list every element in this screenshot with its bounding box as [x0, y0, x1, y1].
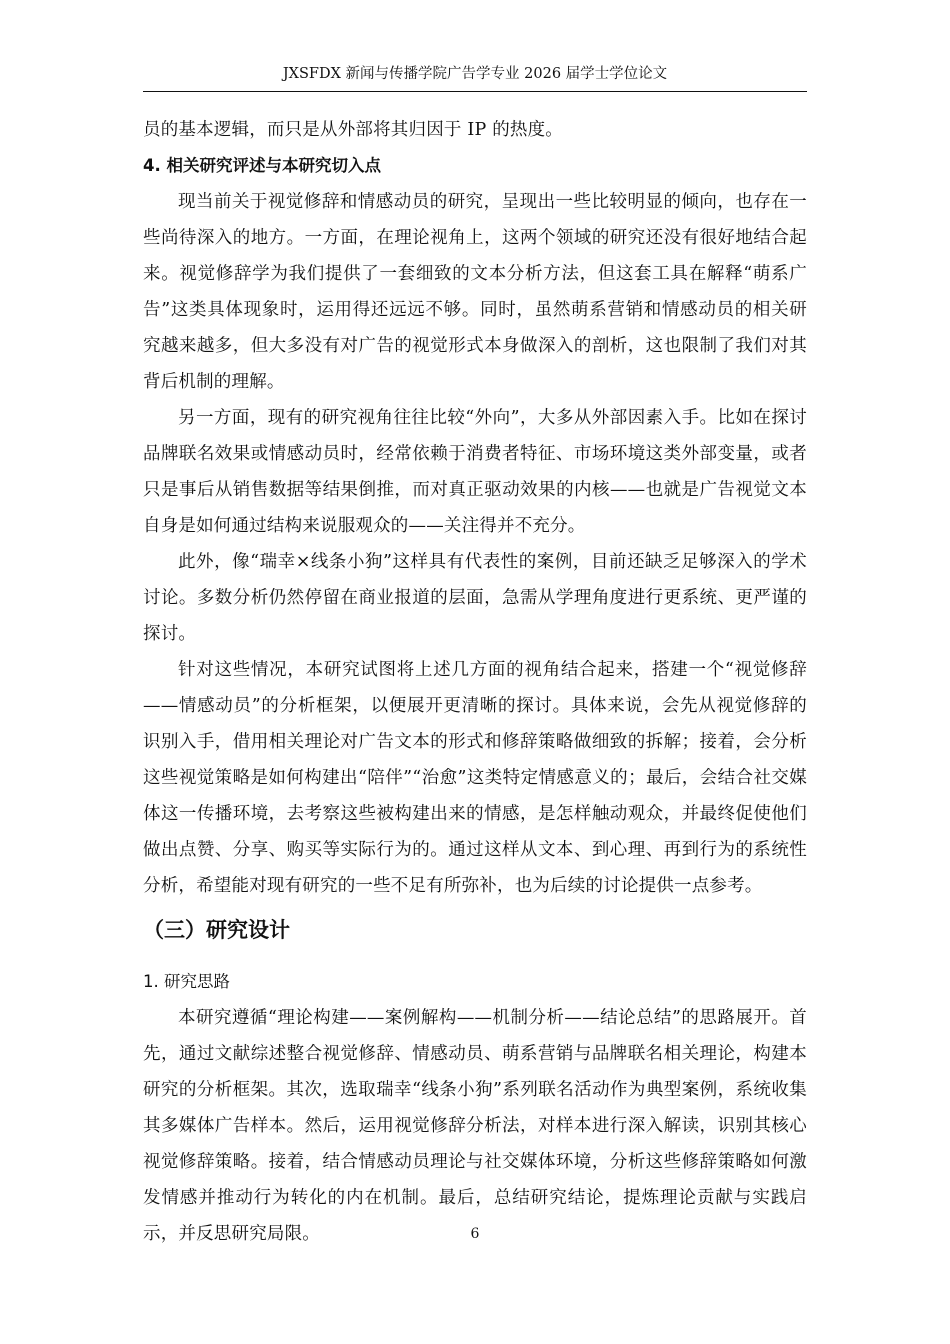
section-heading-3: （三）研究设计 [143, 918, 290, 942]
paragraph-3: 此外，像“瑞幸×线条小狗”这样具有代表性的案例，目前还缺乏足够深入的学术讨论。多数分析仍然停留在商业报道的层面，急需从学理角度进行更系统、更严谨的探讨。 [143, 552, 807, 644]
paragraph-2: 另一方面，现有的研究视角往往比较“外向”，大多从外部因素入手。比如在探讨品牌联名效果或情感动员时，经常依赖于消费者特征、市场环境这类外部变量，或者只是事后从销售数据等结果倒推，而对真正驱动效果的内核——也就是广告视觉文本自身是如何通过结构来说服观众的——关注得并不充分。 [143, 408, 807, 536]
page-number: 6 [470, 1226, 480, 1242]
continuation-paragraph: 员的基本逻辑，而只是从外部将其归因于 IP 的热度。 [143, 120, 564, 140]
paragraph-4: 针对这些情况，本研究试图将上述几方面的视角结合起来，搭建一个“视觉修辞——情感动员”的分析框架，以便展开更清晰的探讨。具体来说，会先从视觉修辞的识别入手，借用相关理论对广告文本的形式和修辞策略做细致的拆解；接着，会分析这些视觉策略是如何构建出“陪伴”“治愈”这类特定情感意义的；最后，会结合社交媒体这一传播环境，去考察这些被构建出来的情感，是怎样触动观众，并最终促使他们做出点赞、分享、购买等实际行为的。通过这样从文本、到心理、再到行为的系统性分析，希望能对现有研究的一些不足有所弥补，也为后续的讨论提供一点参考。 [143, 660, 807, 896]
paragraph-5: 本研究遵循“理论构建——案例解构——机制分析——结论总结”的思路展开。首先，通过文献综述整合视觉修辞、情感动员、萌系营销与品牌联名相关理论，构建本研究的分析框架。其次，选取瑞幸“线条小狗”系列联名活动作为典型案例，系统收集其多媒体广告样本。然后，运用视觉修辞分析法，对样本进行深入解读，识别其核心视觉修辞策略。接着，结合情感动员理论与社交媒体环境，分析这些修辞策略如何激发情感并推动行为转化的内在机制。最后，总结研究结论，提炼理论贡献与实践启示，并反思研究局限。 [143, 1008, 807, 1244]
running-header: JXSFDX 新闻与传播学院广告学专业 2026 届学士学位论文 [143, 64, 807, 92]
subsection-heading-4: 4. 相关研究评述与本研究切入点 [143, 156, 381, 175]
subsection-heading-1: 1. 研究思路 [143, 972, 230, 991]
page-body [143, 112, 807, 1252]
paragraph-1: 现当前关于视觉修辞和情感动员的研究，呈现出一些比较明显的倾向，也存在一些尚待深入的地方。一方面，在理论视角上，这两个领域的研究还没有很好地结合起来。视觉修辞学为我们提供了一套细致的文本分析方法，但这套工具在解释“萌系广告”这类具体现象时，运用得还远远不够。同时，虽然萌系营销和情感动员的相关研究越来越多，但大多没有对广告的视觉形式本身做深入的剖析，这也限制了我们对其背后机制的理解。 [143, 192, 807, 392]
